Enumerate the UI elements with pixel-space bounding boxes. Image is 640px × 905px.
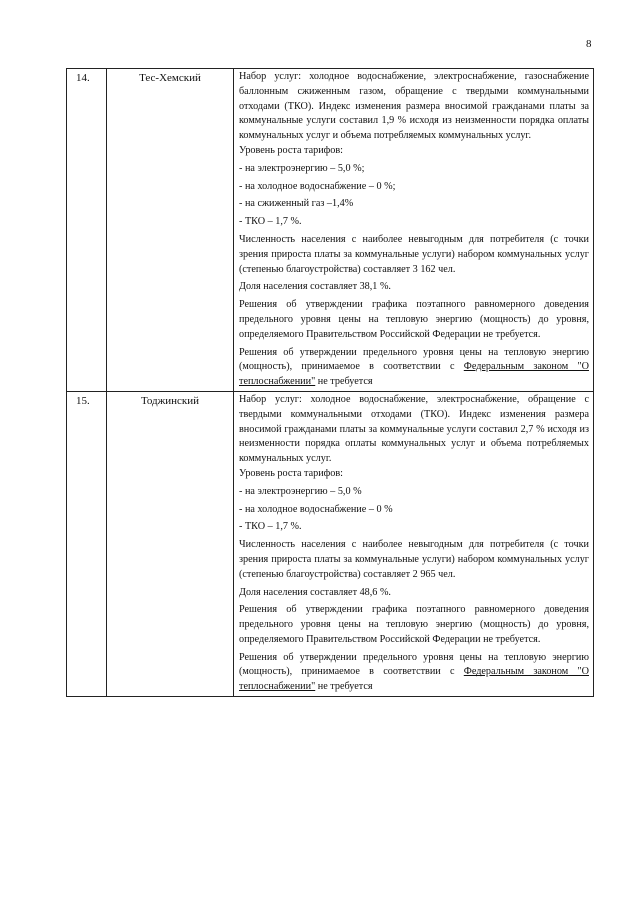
row-description	[234, 69, 594, 392]
row-description	[234, 391, 594, 696]
row-number: 15.	[67, 391, 107, 696]
tariff-item: - ТКО – 1,7 %.	[239, 216, 302, 228]
tariff-title: Уровень роста тарифов:	[239, 144, 344, 156]
tariff-item: - ТКО – 1,7 %.	[239, 521, 302, 533]
law-link[interactable]: Федеральным законом "О теплоснабжении"	[239, 666, 589, 693]
population-paragraph: Численность населения с наиболее невыгодным для потребителя (с точки зрения прироста платы за коммунальные услуги) набором коммунальных услуг (степенью благоустройства) составляет 3 162 чел.	[239, 233, 589, 275]
table-row	[67, 391, 594, 696]
decision-price-text: Решения об утверждении предельного уровня цены на тепловую энергию (мощность), принимаемое в соответствии с	[239, 651, 589, 678]
decision-price-text: Решения об утверждении предельного уровня цены на тепловую энергию (мощность), принимаемое в соответствии с	[239, 346, 589, 373]
decision-price-tail: не требуется	[317, 681, 373, 693]
decision-price-tail: не требуется	[317, 376, 373, 388]
tariff-item: - на холодное водоснабжение – 0 %;	[239, 180, 396, 192]
law-link[interactable]: Федеральным законом "О теплоснабжении"	[239, 361, 589, 388]
district-name: Тес-Хемский	[107, 69, 234, 392]
district-name: Тоджинский	[107, 391, 234, 696]
page-number: 8	[586, 38, 592, 50]
population-paragraph: Численность населения с наиболее невыгодным для потребителя (с точки зрения прироста платы за коммунальные услуги) набором коммунальных услуг (степенью благоустройства) составляет 2 965 чел.	[239, 539, 589, 580]
population-share: Доля населения составляет 38,1 %.	[239, 281, 391, 293]
tariff-item: - на сжиженный газ –1,4%	[239, 198, 354, 210]
population-share: Доля населения составляет 48,6 %.	[239, 586, 391, 598]
services-paragraph: Набор услуг: холодное водоснабжение, электроснабжение, обращение с твердыми коммунальными отходами (ТКО). Индекс изменения размера вносимой гражданами платы за коммунальные услуги составил 2,7 % исходя из неизменности порядка оплаты коммунальных услуг и объема потребляемых коммунальных услуг.	[239, 393, 589, 465]
decision-price-paragraph	[239, 346, 589, 390]
services-paragraph: Набор услуг: холодное водоснабжение, электроснабжение, газоснабжение баллонным сжиженным газом, обращение с твердыми коммунальными отходами (ТКО). Индекс изменения размера вносимой гражданами платы за коммунальные услуги составил 1,9 % исходя из неизменности порядка оплаты коммунальных услуг и объема потребляемых коммунальных услуг.	[239, 71, 589, 142]
tariff-title: Уровень роста тарифов:	[239, 467, 344, 479]
decision-schedule-paragraph: Решения об утверждении графика поэтапного равномерного доведения предельного уровня цены на тепловую энергию (мощность) до уровня, определяемого Правительством Российской Федерации не требуется.	[239, 299, 589, 340]
tariff-item: - на электроэнергию – 5,0 %	[239, 485, 362, 497]
municipality-table	[66, 68, 594, 697]
table-row	[67, 69, 594, 392]
decision-price-paragraph	[239, 651, 589, 695]
tariff-item: - на холодное водоснабжение – 0 %	[239, 503, 393, 515]
decision-schedule-paragraph: Решения об утверждении графика поэтапного равномерного доведения предельного уровня цены на тепловую энергию (мощность) до уровня, определяемого Правительством Российской Федерации не требуется.	[239, 604, 589, 645]
row-number: 14.	[67, 69, 107, 392]
tariff-item: - на электроэнергию – 5,0 %;	[239, 162, 365, 174]
